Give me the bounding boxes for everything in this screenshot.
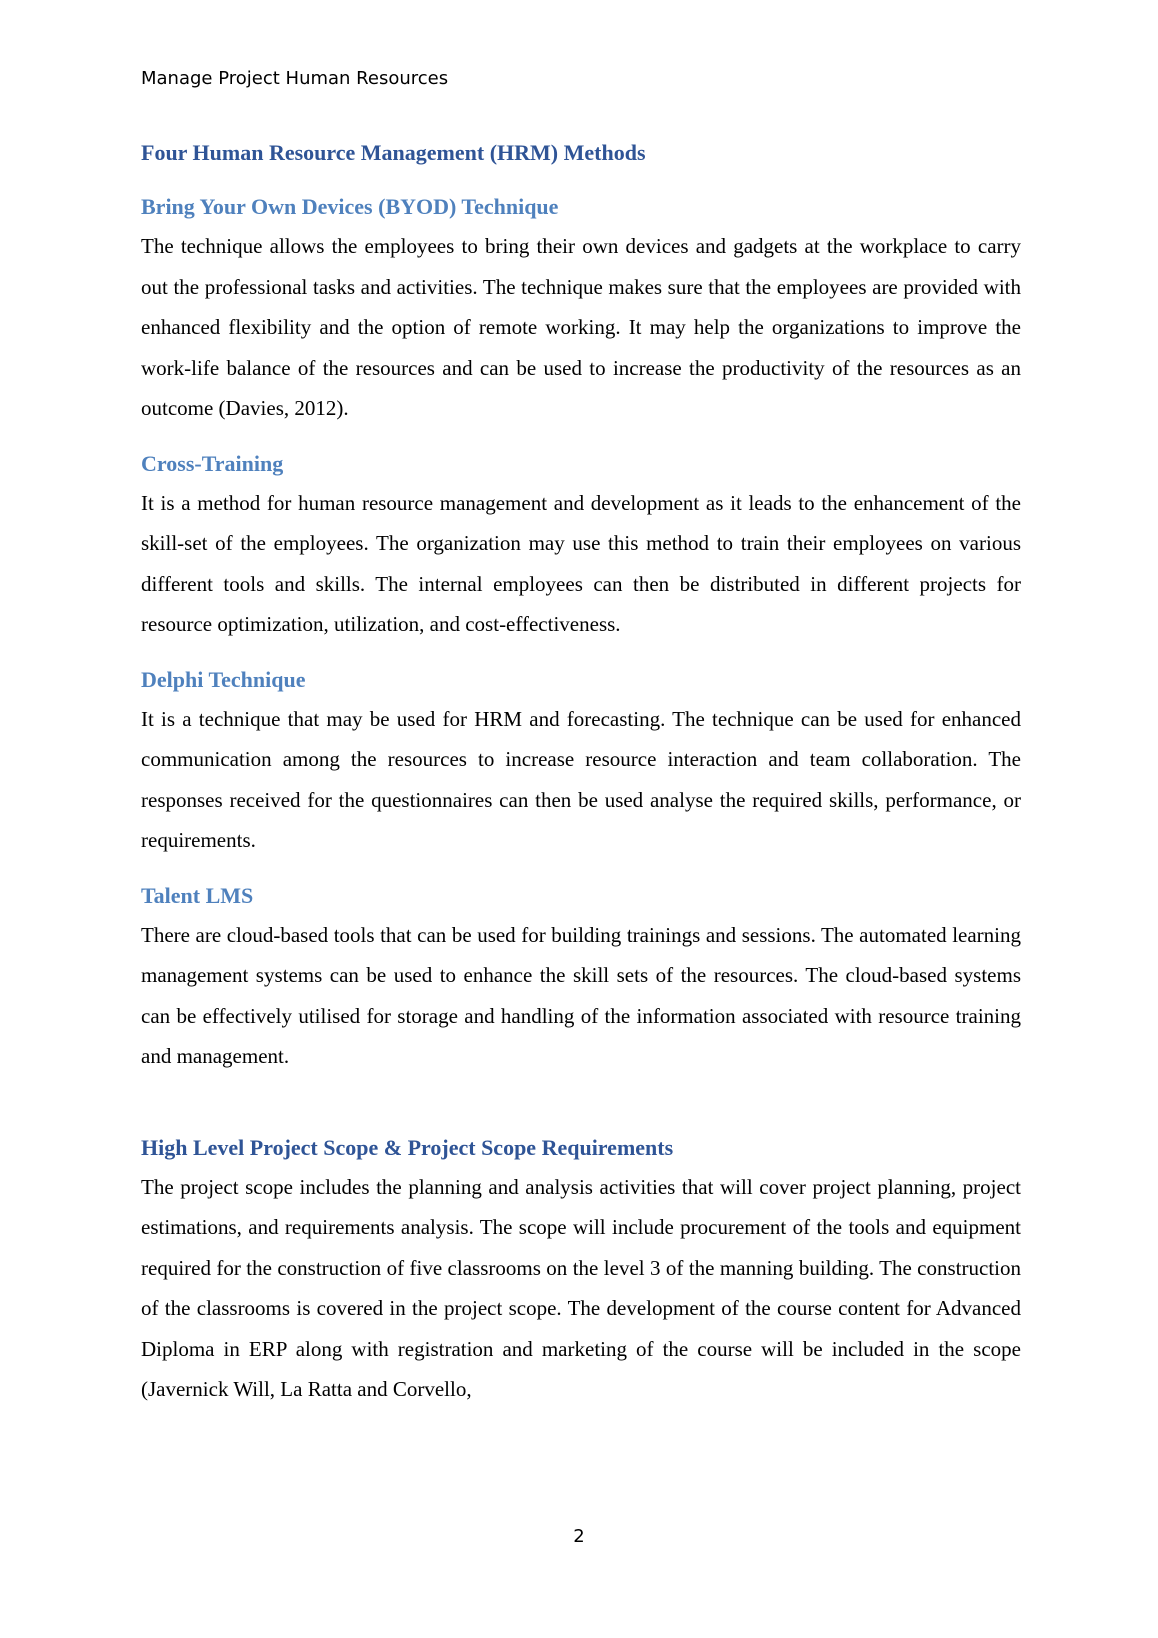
paragraph-byod: The technique allows the employees to bring their own devices and gadgets at the workplace to carry out the professional tasks and activities. The technique makes sure that the employees are provided with enhanced flexibility and the option of remote working. It may help the organizations to improve the work-life balance of the resources and can be used to increase the productivity of the resources as an outcome (Davies, 2012). [141,234,1021,420]
paragraph-delphi: It is a technique that may be used for HRM and forecasting. The technique can be used for enhanced communication among the resources to increase resource interaction and team collaboration. The responses received for the questionnaires can then be used analyse the required skills, performance, or requirements. [141,706,1021,852]
section-title-hrm-methods: Four Human Resource Management (HRM) Methods [141,140,646,165]
paragraph-project-scope: The project scope includes the planning and analysis activities that will cover project planning, project estimations, and requirements analysis. The scope will include procurement of the tools and equipment required for the construction of five classrooms on the level 3 of the manning building. The construction of the classrooms is covered in the project scope. The development of the course content for Advanced Diploma in ERP along with registration and marketing of the course will be included in the scope (Javernick Will, La Ratta and Corvello, [141,1174,1021,1401]
section-talent-lms [141,879,1021,1077]
running-header: Manage Project Human Resources [141,68,449,89]
paragraph-cross-training: It is a method for human resource management and development as it leads to the enhancement of the skill-set of the employees. The organization may use this method to train their employees on various different tools and skills. The internal employees can then be distributed in different projects for resource optimization, utilization, and cost-effectiveness. [141,490,1021,636]
paragraph-talent-lms: There are cloud-based tools that can be used for building trainings and sessions. The automated learning management systems can be used to enhance the skill sets of the resources. The cloud-based systems can be effectively utilised for storage and handling of the information associated with resource training and management. [141,922,1021,1068]
heading-byod: Bring Your Own Devices (BYOD) Technique [141,194,559,219]
page-number: 2 [573,1526,585,1547]
section-delphi [141,663,1021,861]
heading-delphi: Delphi Technique [141,666,306,692]
heading-project-scope: High Level Project Scope & Project Scope Requirements [141,1134,674,1160]
section-byod [141,190,1021,429]
document-body [141,136,1021,1428]
section-project-scope [141,1131,1021,1410]
heading-talent-lms: Talent LMS [141,882,254,908]
section-cross-training [141,447,1021,645]
heading-cross-training: Cross-Training [141,450,284,476]
